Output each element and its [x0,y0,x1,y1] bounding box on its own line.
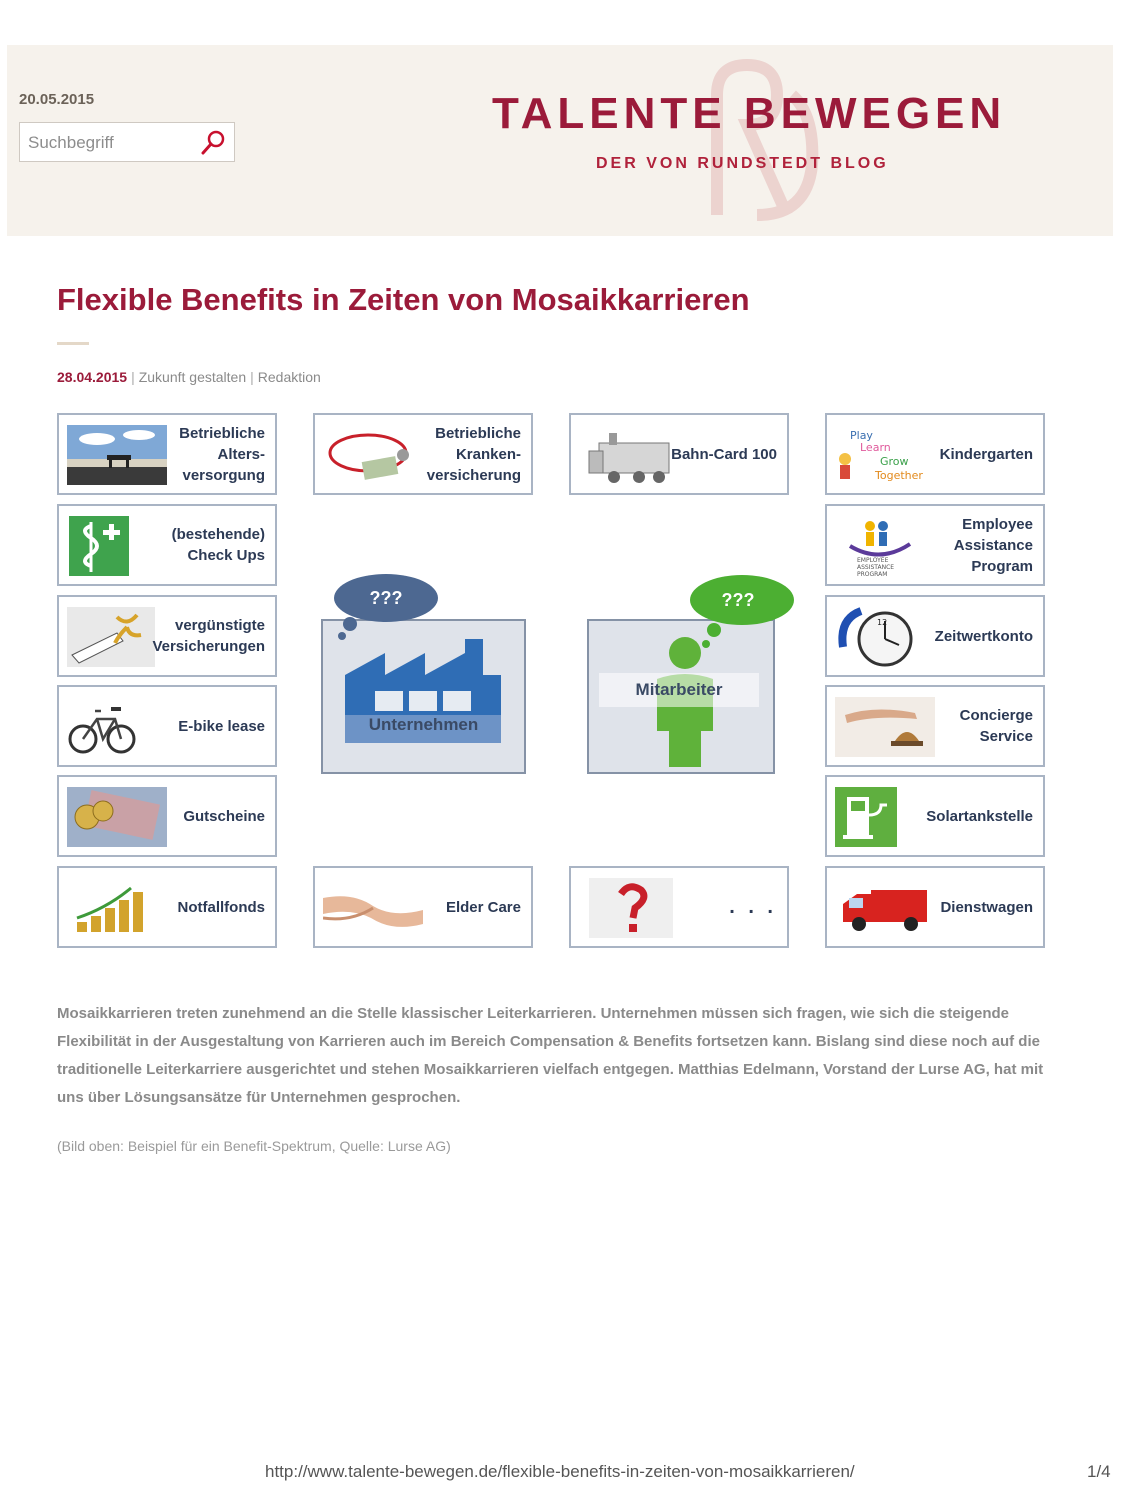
article-meta [57,369,321,385]
tile-label: Concierge Service [959,707,1033,745]
tile-ebike [57,685,277,767]
coin-stacks-icon [67,878,167,938]
kids-icon [835,425,935,485]
thought-bubble-green-icon [684,572,796,652]
svg-text:Learn: Learn [860,441,891,454]
tile-label: Kindergarten [939,445,1033,463]
site-header [7,45,1113,236]
service-bell-icon [835,697,935,757]
alarm-clock-icon [835,607,935,667]
tile-label: Gutscheine [183,807,265,825]
category-link[interactable]: Zukunft gestalten [138,369,247,385]
author-link[interactable]: Redaktion [257,369,321,385]
article-title: Flexible Benefits in Zeiten von Mosaikkarrieren [57,282,750,317]
site-subtitle: DER VON RUNDSTEDT BLOG [596,155,889,172]
svg-text:Play: Play [850,429,873,442]
tile-altersversorgung [57,413,277,495]
puzzle-question-icon [579,878,679,938]
employee-question-marks: ??? [721,590,755,610]
tile-bahncard [569,413,789,495]
meta-separator: | [250,369,254,385]
footer-url[interactable]: http://www.talente-bewegen.de/flexible-benefits-in-zeiten-von-mosaikkarrieren/ [265,1462,855,1481]
medical-cross-icon [69,516,129,576]
tile-label: Employee Assistance Program [953,515,1033,575]
site-title[interactable]: TALENTE BEWEGEN [492,89,1007,138]
money-icon [67,787,167,847]
tile-label: Solartankstelle [926,807,1033,825]
tile-label: Dienstwagen [940,898,1033,916]
svg-text:Together: Together [875,469,923,482]
header-date: 20.05.2015 [19,91,95,108]
tile-label: vergünstigte Versicherungen [152,617,265,655]
title-divider [57,342,89,345]
tile-krankenversicherung [313,413,533,495]
charging-station-icon [835,787,897,847]
logo-watermark-icon [697,55,827,225]
tile-label: Zeitwertkonto [934,627,1033,645]
tile-gutscheine [57,775,277,857]
article-date: 28.04.2015 [57,369,128,385]
tile-checkups [57,504,277,586]
red-van-icon [835,878,935,938]
svg-text:Grow: Grow [880,455,909,468]
tile-notfallfonds [57,866,277,948]
tile-label: . . . [729,895,777,918]
tile-dienstwagen [825,866,1045,948]
search-box [19,122,235,162]
tile-kindergarten [825,413,1045,495]
tile-label: Betriebliche Alters- versorgung [179,424,265,484]
tile-label: (bestehende) Check Ups [171,526,265,564]
tile-zeitwertkonto [825,595,1045,677]
article-intro: Mosaikkarrieren treten zunehmend an die Stelle klassischer Leiterkarrieren. Unternehmen müssen sich fragen, wie sich die steigende Flexibilität in der Ausgestaltung von Karrieren auch im Bereich Compensation & Benefits fortsetzen kann. Bislang sind diese noch auf die traditionelle Leiterkarriere ausgerichtet und stehen Mosaikkarrieren vielfach entgegen. Matthias Edelmann, Vorstand der Lurse AG, hat mit uns über Lösungsansätze für Unternehmen gesprochen. [57,1005,1044,1106]
stethoscope-icon [323,425,423,485]
tile-label: E-bike lease [178,717,265,735]
tile-eldercare [313,866,533,948]
bicycle-icon [67,697,137,757]
train-icon [579,425,679,485]
tile-versicherungen [57,595,277,677]
thought-bubble-blue-icon [332,572,440,642]
svg-text:EMPLOYEE: EMPLOYEE [857,557,889,564]
beach-bench-icon [67,425,167,485]
svg-text:ASSISTANCE: ASSISTANCE [857,564,895,571]
banana-peel-icon [67,607,155,667]
svg-text:12: 12 [877,618,888,627]
company-question-marks: ??? [369,588,403,608]
image-caption: (Bild oben: Beispiel für ein Benefit-Spektrum, Quelle: Lurse AG) [57,1138,451,1154]
employee-label: Mitarbeiter [599,673,759,707]
svg-text:PROGRAM: PROGRAM [857,571,888,576]
tile-solartankstelle [825,775,1045,857]
tile-label: Elder Care [445,898,521,916]
tile-more [569,866,789,948]
search-input[interactable] [26,129,200,157]
people-icon [835,516,935,576]
hands-icon [323,878,423,938]
tile-eap [825,504,1045,586]
tile-concierge [825,685,1045,767]
company-box [321,619,526,774]
tile-label: Notfallfonds [177,898,265,916]
search-icon[interactable] [198,128,228,158]
tile-label: Betriebliche Kranken- versicherung [426,424,521,484]
page-number: 1/4 [1087,1462,1111,1481]
meta-separator: | [131,369,135,385]
tile-label: Bahn-Card 100 [671,445,777,463]
company-label: Unternehmen [368,715,479,734]
